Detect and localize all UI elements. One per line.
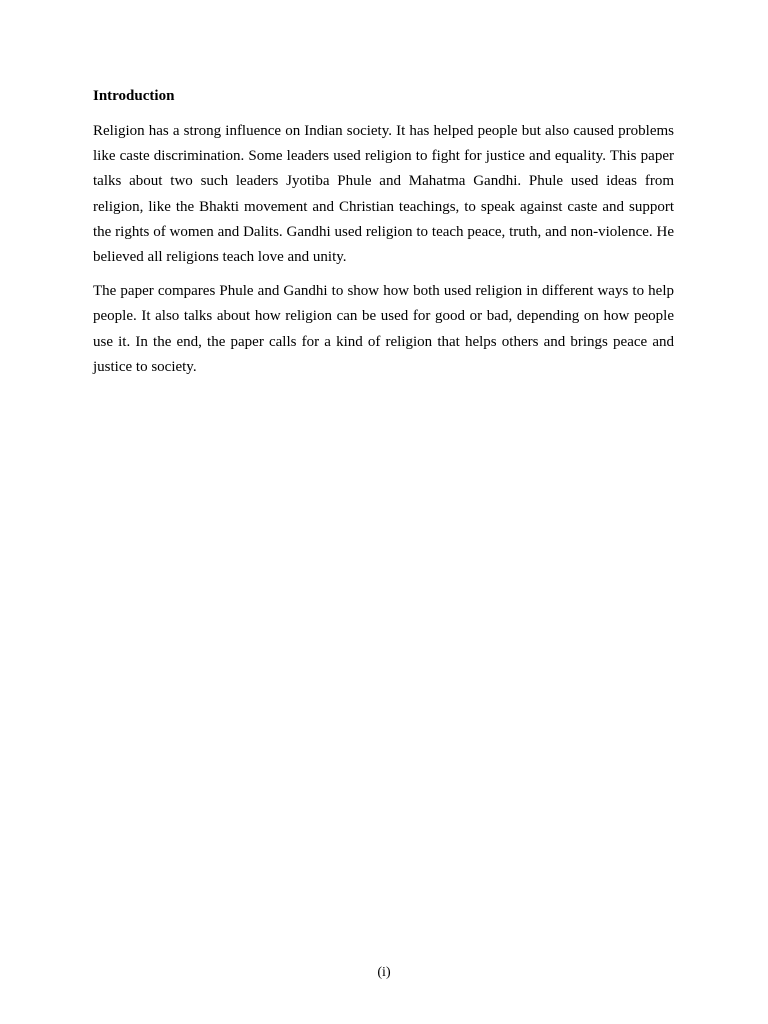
- page-content: [93, 86, 674, 389]
- body-paragraph-2: The paper compares Phule and Gandhi to show how both used religion in different ways to help people. It also talks about how religion can be used for good or bad, depending on how people use it. In the end, the paper calls for a kind of religion that helps others and brings peace and justice to society.: [93, 283, 674, 375]
- section-heading: Introduction: [93, 88, 175, 104]
- page-number: (i): [377, 965, 391, 980]
- body-paragraph-1: Religion has a strong influence on Indian society. It has helped people but also caused problems like caste discrimination. Some leaders used religion to fight for justice and equality. This paper talks about two such leaders Jyotiba Phule and Mahatma Gandhi. Phule used ideas from religion, like the Bhakti movement and Christian teachings, to speak against caste and support the rights of women and Dalits. Gandhi used religion to teach peace, truth, and non-violence. He believed all religions teach love and unity.: [93, 123, 674, 266]
